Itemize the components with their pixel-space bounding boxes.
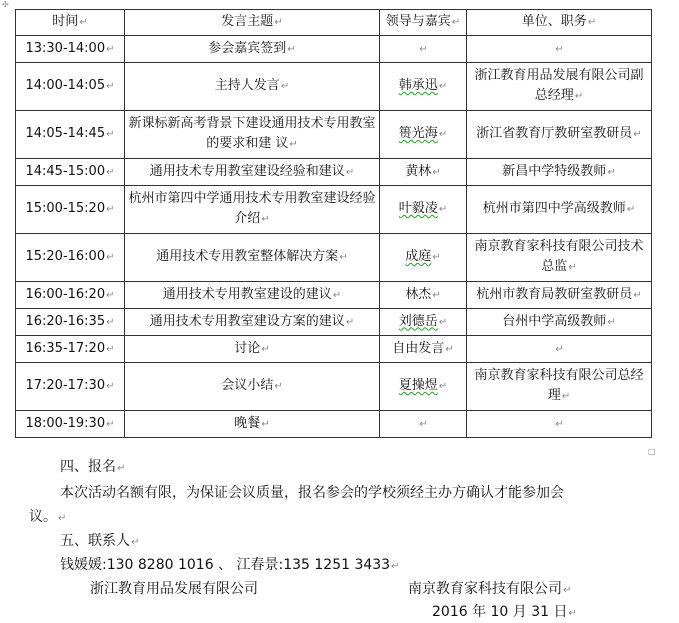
cell-guest: 黄林↵	[380, 159, 467, 186]
cell-guest: ↵	[380, 411, 467, 438]
cell-org: 台州中学高级教师↵	[467, 309, 652, 336]
cell-org: ↵	[467, 336, 652, 363]
cell-topic: 讨论↵	[125, 336, 380, 363]
cell-time: 14:45-15:00↵	[16, 159, 125, 186]
cell-guest: 篑光海↵	[380, 111, 467, 159]
cell-org: 浙江省教育厅教研室教研员↵	[467, 111, 652, 159]
cell-guest: ↵	[380, 36, 467, 63]
cell-time: 13:30-14:00↵	[16, 36, 125, 63]
cell-topic: 晚餐↵	[125, 411, 380, 438]
cell-time: 14:05-14:45↵	[16, 111, 125, 159]
cell-time: 16:35-17:20↵	[16, 336, 125, 363]
cell-time: 16:00-16:20↵	[16, 282, 125, 309]
table-row	[16, 63, 652, 111]
cell-guest: 林杰↵	[380, 282, 467, 309]
table-row	[16, 36, 652, 63]
contact-heading: 五、联系人↵	[60, 533, 140, 549]
cell-org: 杭州市教育局教研室教研员↵	[467, 282, 652, 309]
cell-time: 17:20-17:30↵	[16, 363, 125, 411]
cell-topic: 通用技术专用教室整体解决方案↵	[125, 234, 380, 282]
cell-topic: 杭州市第四中学通用技术专用教室建设经验介绍↵	[125, 186, 380, 234]
cell-topic: 新课标新高考背景下建设通用技术专用教室的要求和建 议↵	[125, 111, 380, 159]
table-row	[16, 159, 652, 186]
table-row	[16, 411, 652, 438]
table-row	[16, 234, 652, 282]
document-date: 2016 年 10 月 31 日↵	[432, 604, 577, 620]
table-row	[16, 309, 652, 336]
header-org: 单位、职务↵	[467, 10, 652, 36]
schedule-table	[15, 9, 652, 438]
header-topic: 发言主题↵	[125, 10, 380, 36]
table-header-row	[16, 10, 652, 36]
table-row	[16, 111, 652, 159]
signup-text-line-1: 本次活动名额有限，为保证会议质量，报名参会的学校须经主办方确认才能参加会	[60, 485, 564, 501]
organizer-right: 南京教育家科技有限公司↵	[408, 581, 572, 597]
cell-org: 新昌中学特级教师↵	[467, 159, 652, 186]
table-row	[16, 186, 652, 234]
table-row	[16, 363, 652, 411]
table-row	[16, 336, 652, 363]
cell-time: 14:00-14:05↵	[16, 63, 125, 111]
cell-guest: 刘德岳↵	[380, 309, 467, 336]
table-resize-handle-icon[interactable]: □	[648, 447, 656, 456]
cell-topic: 通用技术专用教室建设经验和建议↵	[125, 159, 380, 186]
cell-topic: 主持人发言↵	[125, 63, 380, 111]
cell-org: 杭州市第四中学高级教师↵	[467, 186, 652, 234]
cell-guest: 叶毅凌↵	[380, 186, 467, 234]
cell-topic: 参会嘉宾签到↵	[125, 36, 380, 63]
cell-org: ↵	[467, 36, 652, 63]
cell-time: 16:20-16:35↵	[16, 309, 125, 336]
header-time: 时间↵	[16, 10, 125, 36]
cell-org: 南京教育家科技有限公司总经理↵	[467, 363, 652, 411]
table-row	[16, 282, 652, 309]
contacts-line: 钱媛媛:130 8280 1016 、 江春景:135 1251 3433↵	[60, 557, 400, 573]
cell-time: 15:20-16:00↵	[16, 234, 125, 282]
organizer-left: 浙江教育用品发展有限公司	[90, 581, 258, 597]
signup-text-line-2: 议。↵	[29, 509, 67, 525]
header-guest: 领导与嘉宾↵	[380, 10, 467, 36]
cell-time: 18:00-19:30↵	[16, 411, 125, 438]
cell-org: ↵	[467, 411, 652, 438]
cell-org: 南京教育家科技有限公司技术总监↵	[467, 234, 652, 282]
cell-topic: 会议小结↵	[125, 363, 380, 411]
cell-guest: 自由发言↵	[380, 336, 467, 363]
corner-mark-icon: ✣	[2, 0, 9, 9]
signup-heading: 四、报名↵	[60, 459, 126, 475]
cell-topic: 通用技术专用教室建设方案的建议↵	[125, 309, 380, 336]
cell-guest: 夏操煜↵	[380, 363, 467, 411]
cell-org: 浙江教育用品发展有限公司副总经理↵	[467, 63, 652, 111]
cell-guest: 韩承迅↵	[380, 63, 467, 111]
cell-topic: 通用技术专用教室建设的建议↵	[125, 282, 380, 309]
cell-guest: 成庭↵	[380, 234, 467, 282]
cell-time: 15:00-15:20↵	[16, 186, 125, 234]
